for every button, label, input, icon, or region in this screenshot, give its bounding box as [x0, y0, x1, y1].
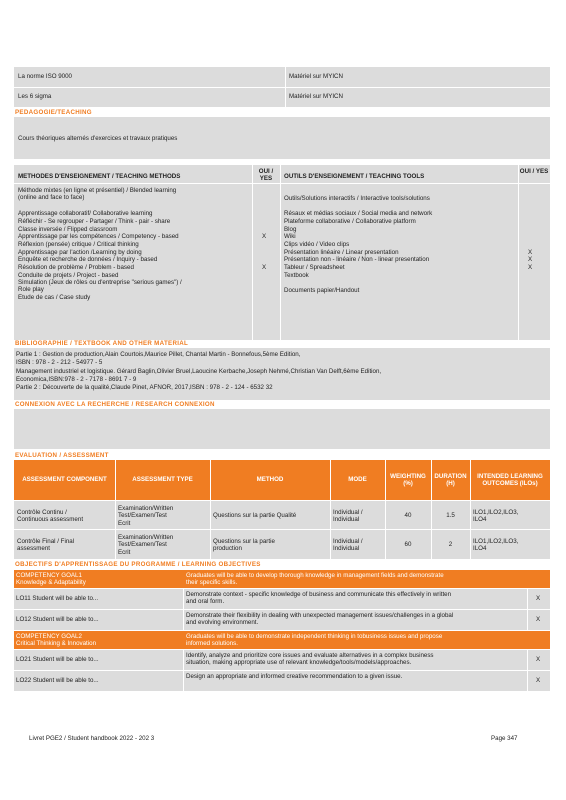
teaching-method-item: Apprentissage collaboratif/ Collaborative learning: [18, 210, 153, 217]
top-row-2-right: Matériel sur MYICN: [289, 93, 343, 100]
teaching-method-item: Réfléchir - Se regrouper - Partager / Think - pair - share: [18, 218, 171, 225]
evaluation-header-cell: DURATION (H): [434, 472, 467, 487]
bibliography-line: Partie 1 : Gestion de production,Alain Courtois,Maurice Pillet, Chantal Martin - Bonnefous,5ème Edition,: [16, 351, 301, 358]
teaching-tool-item: Documents papier/Handout: [284, 287, 360, 294]
competency-goal-text: Graduates will be able to demonstrate independent thinking in tobusiness issues and propose informed solutions.: [186, 633, 443, 648]
learning-objective-check: X: [536, 677, 541, 685]
evaluation-header-cell: INTENDED LEARNING OUTCOMES (ILOs): [477, 472, 543, 487]
teaching-tool-item: Tableur / Spreadsheet: [284, 264, 345, 271]
teaching-method-item: Classe inversée / Flipped classroom: [18, 226, 118, 233]
teaching-tool-check: X: [528, 256, 533, 263]
methods-right-header: OUTILS D'ENSEIGNEMENT / TEACHING TOOLS: [284, 173, 425, 180]
teaching-method-item: Etude de cas / Case study: [18, 294, 91, 301]
evaluation-cell-method: Questions sur la partie production: [213, 537, 275, 552]
teaching-method-item: Résolution de problème / Problem - based: [18, 264, 134, 271]
learning-objective-text: Design an appropriate and informed creative recommendation to a given issue.: [186, 673, 403, 680]
bibliography-line: Partie 2 : Découverte de la qualité,Claude Pinet, AFNOR, 2017,ISBN : 978 - 2 - 124 - 6532 32: [16, 384, 273, 391]
teaching-tool-item: Présentation non - linéaire / Non - linear presentation: [284, 256, 430, 263]
bibliography-heading: BIBLIOGRAPHIE / TEXTBOOK AND OTHER MATERIAL: [15, 340, 189, 347]
teaching-method-item: Simulation (Jeux de rôles ou d'entreprise "serious games") / Role play: [18, 279, 182, 294]
teaching-tool-item: Blog: [284, 226, 297, 233]
connexion-block: [14, 409, 550, 449]
teaching-method-item: Apprentissage par les compétences / Competency - based: [18, 233, 179, 240]
evaluation-cell-mode: Individual / Individual: [333, 508, 363, 523]
teaching-tool-item: Wiki: [284, 233, 296, 240]
learning-objective-text: Demonstrate context - specific knowledge of business and communicate this effectively in written and oral form.: [186, 591, 452, 606]
bibliography-line: ISBN : 978 - 2 - 212 - 54977 - 5: [16, 359, 103, 366]
top-row-1-left: La norme ISO 9000: [18, 73, 73, 80]
evaluation-header-cell: ASSESSMENT TYPE: [132, 476, 193, 484]
evaluation-heading: EVALUATION / ASSESSMENT: [15, 452, 109, 459]
pedagogie-heading: PEDAGOGIE/TEACHING: [15, 109, 92, 116]
teaching-method-check: X: [262, 264, 267, 271]
teaching-tool-item: Plateforme collaborative / Collaborative platform: [284, 218, 416, 225]
methods-left-header: METHODES D'ENSEIGNEMENT / TEACHING METHODS: [18, 173, 181, 180]
learning-objective-code: LO12 Student will be able to...: [16, 616, 99, 624]
top-row-1-right: Matériel sur MYICN: [289, 73, 343, 80]
learning-objective-code: LO22 Student will be able to...: [16, 677, 99, 685]
evaluation-cell-method: Questions sur la partie Qualité: [213, 512, 297, 520]
learning-objective-code: LO11 Student will be able to...: [16, 595, 99, 603]
learning-objective-check: X: [536, 595, 541, 603]
evaluation-cell-ilos: ILO1,ILO2,ILO3, ILO4: [473, 508, 519, 523]
methods-right-yes-header: OUI / YES: [519, 168, 549, 175]
bibliography-line: Management industriel et logistique. Gérard Baglin,Olivier Bruel,Laoucine Kerbache,Joseph Nehmé,Christian Van Delft,6ème Edition,: [16, 368, 382, 375]
teaching-method-check: X: [262, 233, 267, 240]
pedagogie-text: Cours théoriques alternés d'exercices et travaux pratiques: [18, 135, 178, 142]
teaching-tool-item: Textbook: [284, 272, 309, 279]
evaluation-cell-duration: 1.5: [446, 512, 455, 520]
teaching-tool-check: X: [528, 249, 533, 256]
competency-goal-label: COMPETENCY GOAL2 Critical Thinking & Innovation: [16, 633, 97, 648]
competency-goal-label: COMPETENCY GOAL1 Knowledge & Adaptability: [16, 572, 86, 587]
teaching-method-item: Apprentissage par l'action /Learning by doing: [18, 249, 142, 256]
teaching-method-item: Conduite de projets / Project - based: [18, 272, 119, 279]
evaluation-cell-weight: 40: [404, 512, 412, 520]
connexion-heading: CONNEXION AVEC LA RECHERCHE / RESEARCH CONNEXION: [15, 401, 215, 408]
teaching-tool-item: Résaux et médias sociaux / Social media and network: [284, 210, 433, 217]
learning-objective-check: X: [536, 616, 541, 624]
evaluation-cell-duration: 2: [448, 541, 453, 549]
evaluation-header-cell: ASSESSMENT COMPONENT: [22, 476, 107, 484]
teaching-tool-item: Clips vidéo / Video clips: [284, 241, 350, 248]
teaching-method-item: Réflexion (pensée) critique / Critical thinking: [18, 241, 139, 248]
teaching-tool-item: Outils/Solutions interactifs / Interactive tools/solutions: [284, 195, 430, 202]
bibliography-line: Economica,ISBN:978 - 2 - 7178 - 8691 7 - 9: [16, 376, 137, 383]
footer-page-number: Page 347: [491, 735, 518, 742]
evaluation-cell-component: Contrôle Final / Final assessment: [17, 537, 75, 552]
learning-objective-text: Identify, analyze and prioritize core issues and evaluate alternatives in a complex business situation, making appropriate use of relevant knowledge/tools/models/approaches.: [186, 652, 434, 667]
teaching-method-item: Enquête et recherche de données / Inquiry - based: [18, 256, 158, 263]
evaluation-header-cell: MODE: [348, 476, 367, 484]
teaching-tool-item: Présentation linéaire / Linear presentation: [284, 249, 399, 256]
evaluation-cell-type: Examination/Written Test/Examen/Test Ecrit: [118, 504, 174, 527]
evaluation-cell-component: Contrôle Continu / Continuous assessment: [17, 508, 84, 523]
teaching-tool-check: X: [528, 264, 533, 271]
learning-objective-check: X: [536, 656, 541, 664]
evaluation-cell-mode: Individual / Individual: [333, 537, 363, 552]
top-row-2-left: Les 6 sigma: [18, 93, 52, 100]
evaluation-cell-weight: 60: [404, 541, 412, 549]
evaluation-header-cell: WEIGHTING (%): [390, 472, 426, 487]
learning-objective-code: LO21 Student will be able to...: [16, 656, 99, 664]
methods-left-yes-header: OUI / YES: [258, 168, 274, 183]
competency-goal-text: Graduates will be able to develop thorough knowledge in management fields and demonstrate their specific skills.: [186, 572, 444, 587]
evaluation-cell-type: Examination/Written Test/Examen/Test Ecrit: [118, 533, 174, 556]
evaluation-header-cell: METHOD: [256, 476, 284, 484]
objectives-heading: OBJECTIFS D'APPRENTISSAGE DU PROGRAMME / LEARNING OBJECTIVES: [15, 561, 261, 568]
teaching-method-item: Méthode mixtes (en ligne et présentiel) / Blended learning (online and face to face): [18, 187, 177, 202]
evaluation-cell-ilos: ILO1,ILO2,ILO3, ILO4: [473, 537, 519, 552]
learning-objective-text: Demonstrate their flexibility in dealing with unexpected management issues/challenges in a global and evolving environment.: [186, 612, 454, 627]
footer-left: Livret PGE2 / Student handbook 2022 - 202 3: [29, 735, 155, 742]
